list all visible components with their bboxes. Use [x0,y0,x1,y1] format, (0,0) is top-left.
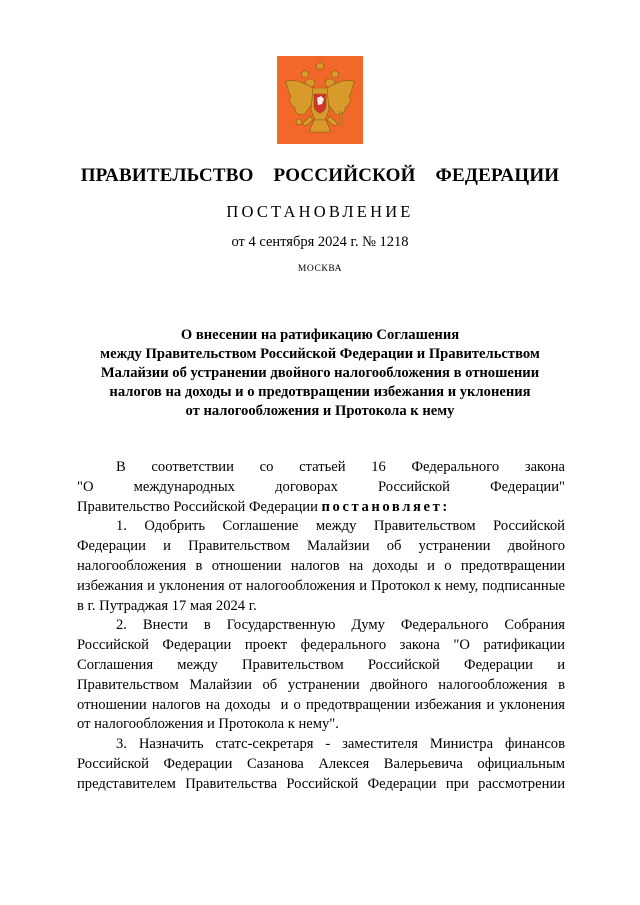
subject-line: О внесении на ратификацию Соглашения [180,327,460,343]
subject-line: от налогообложения и Протокола к нему [185,403,455,419]
item-2-paragraph: 2. Внести в Государственную Думу Федерального Собрания Российской Федерации проект федерального закона "О ратификации Соглашения между Правительством Российской Федерации и Правительством Малайзии об устранении двойного налогообложения в отношении налогов на доходы и о предотвращении избежания и уклонения от налогообложения и Протокола к нему". [77,617,569,733]
item-1-paragraph: 1. Одобрить Соглашение между Правительством Российской Федерации и Правительством Малайзии об устранении двойного налогообложения в отношении налогов на доходы и о предотвращении избежания и уклонения от налогообложения и Протокол к нему, подписанные в г. Путраджая 17 мая 2024 г. [77,518,565,614]
document-body [77,458,569,795]
item-3-paragraph: 3. Назначить статс-секретаря - заместителя Министра финансов Российской Федерации Сазанова Алексея Валерьевича официальным представителем Правительства Российской Федерации при рассмотрении [77,736,565,792]
subject-line: Малайзии об устранении двойного налогообложения в отношении [100,365,540,381]
document-city: МОСКВА [297,264,343,274]
government-title: ПРАВИТЕЛЬСТВО РОССИЙСКОЙ ФЕДЕРАЦИИ [80,165,560,186]
document-subject [0,326,640,421]
preamble-line: В соответствии со статьей 16 Федерального закона [116,459,565,475]
preamble-paragraph [77,458,565,517]
russian-coat-of-arms-icon [277,56,363,144]
decree-word: постановляет: [321,498,450,515]
preamble-line: "О международных договорах Российской Федерации" [77,478,565,495]
document-date-number: от 4 сентября 2024 г. № 1218 [231,234,409,250]
document-type: ПОСТАНОВЛЕНИЕ [226,202,414,221]
subject-line: между Правительством Российской Федерации и Правительством [100,346,540,362]
preamble-tail: Правительство Российской Федерации [77,498,322,515]
subject-line: налогов на доходы и о предотвращении избежания и уклонения [109,384,531,400]
